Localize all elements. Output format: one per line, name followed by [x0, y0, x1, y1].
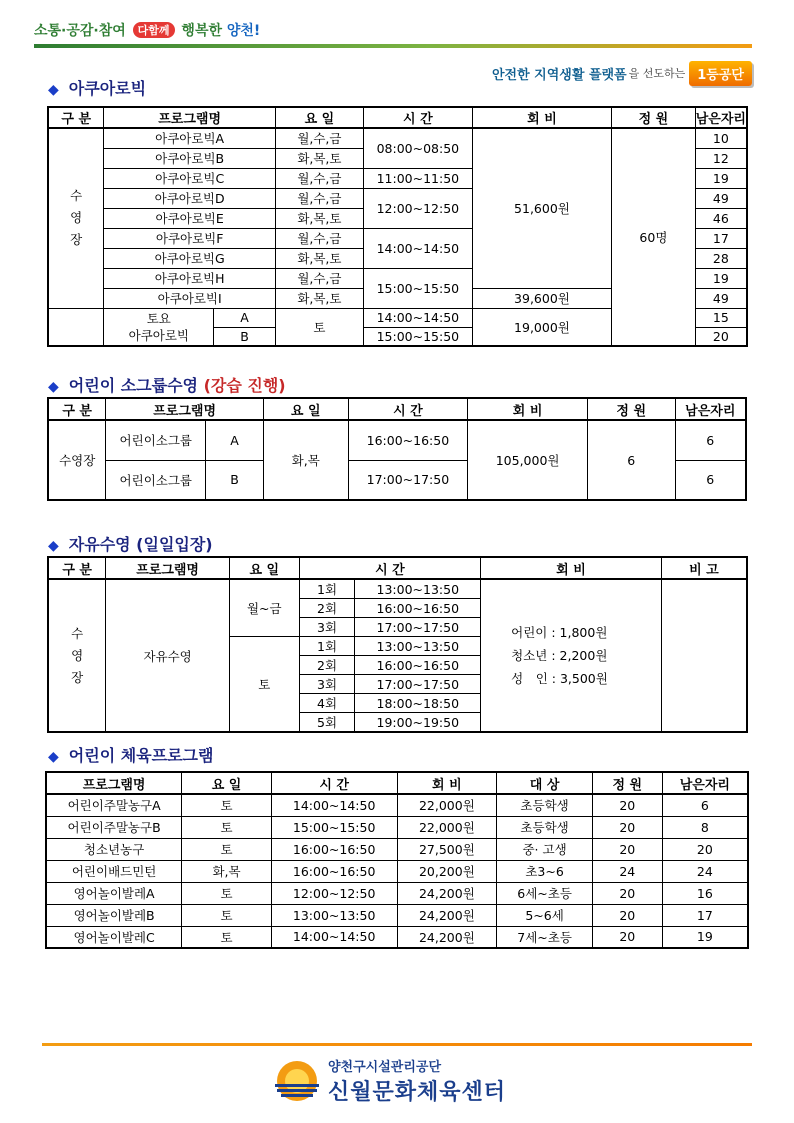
program-day: 토: [182, 926, 272, 948]
program-name: 아쿠아로빅A: [104, 128, 275, 148]
program-name: 영어놀이발레A: [46, 882, 182, 904]
table-row: [46, 882, 748, 904]
program-target: 초등학생: [497, 794, 593, 816]
tagline-badge: 1등공단: [689, 61, 752, 86]
aqua-header-time: 시 간: [363, 107, 472, 128]
remain-seats: 49: [695, 288, 747, 308]
aqua-category-blank: [48, 308, 104, 346]
remain-seats: 15: [695, 308, 747, 327]
program-day: 월,수,금: [275, 128, 363, 148]
program-time: 08:00~08:50: [363, 128, 472, 168]
program-capacity: 20: [592, 904, 662, 926]
program-name: 어린이소그룹: [106, 420, 206, 460]
table-row: [48, 420, 746, 460]
program-sub: B: [206, 460, 264, 500]
program-capacity: 20: [592, 926, 662, 948]
header-divider: [34, 44, 752, 48]
session-time: 18:00~18:50: [355, 694, 481, 713]
program-fee: 22,000원: [397, 794, 497, 816]
session-time: 19:00~19:50: [355, 713, 481, 733]
kids-small-header-capacity: 정 원: [587, 398, 675, 420]
program-name: 아쿠아로빅D: [104, 188, 275, 208]
program-time: 16:00~16:50: [271, 838, 397, 860]
remain-seats: 8: [662, 816, 748, 838]
fee-child: 어린이 : 1,800원: [511, 625, 608, 640]
kids-sports-body: [46, 794, 748, 948]
free-swim-table: [47, 556, 748, 733]
free-header-category: 구 분: [48, 557, 106, 579]
remain-seats: 19: [662, 926, 748, 948]
program-day: 화,목: [182, 860, 272, 882]
free-header-fee: 회 비: [481, 557, 662, 579]
remain-seats: 6: [662, 794, 748, 816]
table-row: [46, 904, 748, 926]
program-time: 15:00~15:50: [363, 327, 472, 346]
program-capacity: 24: [592, 860, 662, 882]
program-name: 아쿠아로빅G: [104, 248, 275, 268]
tagline-main: 안전한 지역생활 플랫폼: [491, 67, 627, 83]
free-note: [661, 579, 747, 732]
session-time: 13:00~13:50: [355, 579, 481, 599]
sports-header-remain: 남은자리: [662, 772, 748, 794]
saturday-program-name: 토요 아쿠아로빅: [104, 308, 214, 346]
footer-divider: [42, 1043, 752, 1046]
program-fee: 24,200원: [397, 882, 497, 904]
sports-header-capacity: 정 원: [592, 772, 662, 794]
program-day: 화,목,토: [275, 208, 363, 228]
program-name: 아쿠아로빅C: [104, 168, 275, 188]
program-time: 14:00~14:50: [363, 308, 472, 327]
program-target: 7세~초등: [497, 926, 593, 948]
diamond-bullet-icon: ◆: [48, 538, 59, 554]
program-capacity: 20: [592, 838, 662, 860]
remain-seats: 6: [675, 460, 746, 500]
slogan-part1: 소통·공감·참여: [34, 23, 126, 39]
saturday-day: 토: [275, 308, 363, 346]
program-name: 아쿠아로빅I: [104, 288, 275, 308]
aqua-capacity: 60명: [612, 128, 696, 346]
footer-center: 신월문화체육센터: [328, 1080, 507, 1105]
session-no: 3회: [299, 675, 355, 694]
section-title-free: ◆ 자유수영 (일일입장): [48, 535, 213, 554]
aqua-header-program: 프로그램명: [104, 107, 275, 128]
program-time: 12:00~12:50: [271, 882, 397, 904]
sports-header-program: 프로그램명: [46, 772, 182, 794]
program-target: 5~6세: [497, 904, 593, 926]
sports-header-time: 시 간: [271, 772, 397, 794]
tagline: [492, 60, 752, 86]
remain-seats: 28: [695, 248, 747, 268]
remain-seats: 6: [675, 420, 746, 460]
program-name: 어린이주말농구B: [46, 816, 182, 838]
free-fees: [481, 579, 662, 732]
slogan-part2: 행복한: [181, 23, 222, 39]
program-name: 어린이소그룹: [106, 460, 206, 500]
session-no: 2회: [299, 656, 355, 675]
slogan-part3: 양천!: [226, 23, 261, 39]
footer-org: 양천구시설관리공단: [328, 1060, 442, 1075]
sunrise-logo-icon: [272, 1058, 322, 1104]
program-name: 청소년농구: [46, 838, 182, 860]
program-time: 15:00~15:50: [363, 268, 472, 308]
session-no: 1회: [299, 637, 355, 656]
session-time: 17:00~17:50: [355, 675, 481, 694]
session-no: 5회: [299, 713, 355, 733]
program-name: 아쿠아로빅B: [104, 148, 275, 168]
program-name: 영어놀이발레C: [46, 926, 182, 948]
kids-small-header-category: 구 분: [48, 398, 106, 420]
kids-small-capacity: 6: [587, 420, 675, 500]
fee-adult: 성 인 : 3,500원: [511, 671, 608, 686]
program-day: 토: [182, 794, 272, 816]
aqua-fee: 51,600원: [472, 128, 611, 288]
free-header-day: 요 일: [229, 557, 299, 579]
section-title-kids-small: ◆ 어린이 소그룹수영 (강습 진행): [48, 376, 286, 395]
program-day: 월,수,금: [275, 228, 363, 248]
program-time: 16:00~16:50: [271, 860, 397, 882]
table-row: [46, 838, 748, 860]
program-time: 14:00~14:50: [363, 228, 472, 268]
saturday-sub: A: [214, 308, 276, 327]
fee-youth: 청소년 : 2,200원: [511, 648, 608, 663]
free-category: 수 영 장: [48, 579, 106, 732]
kids-small-fee: 105,000원: [468, 420, 588, 500]
program-target: 중· 고생: [497, 838, 593, 860]
remain-seats: 19: [695, 268, 747, 288]
program-day: 화,목,토: [275, 288, 363, 308]
aqua-header-remain: 남은자리: [695, 107, 747, 128]
program-day: 토: [182, 816, 272, 838]
program-time: 17:00~17:50: [348, 460, 468, 500]
program-day: 토: [182, 882, 272, 904]
session-no: 2회: [299, 599, 355, 618]
remain-seats: 20: [662, 838, 748, 860]
aqua-table: [47, 106, 748, 347]
footer-logo: [272, 1056, 506, 1106]
program-time: 14:00~14:50: [271, 926, 397, 948]
free-header-note: 비 고: [661, 557, 747, 579]
program-target: 초3~6: [497, 860, 593, 882]
diamond-bullet-icon: ◆: [48, 82, 59, 98]
program-name: 어린이배드민턴: [46, 860, 182, 882]
program-time: 14:00~14:50: [271, 794, 397, 816]
table-row: [46, 816, 748, 838]
remain-seats: 20: [695, 327, 747, 346]
kids-small-header-time: 시 간: [348, 398, 468, 420]
session-no: 4회: [299, 694, 355, 713]
program-fee: 27,500원: [397, 838, 497, 860]
table-row: [46, 860, 748, 882]
program-day: 화,목: [263, 420, 348, 500]
aqua-header-fee: 회 비: [472, 107, 611, 128]
program-time: 11:00~11:50: [363, 168, 472, 188]
program-day: 토: [182, 904, 272, 926]
remain-seats: 16: [662, 882, 748, 904]
program-name: 어린이주말농구A: [46, 794, 182, 816]
aqua-category: 수 영 장: [48, 128, 104, 308]
section-note: (강습 진행): [203, 376, 286, 395]
table-row: [48, 579, 747, 599]
program-time: 15:00~15:50: [271, 816, 397, 838]
saturday-fee: 19,000원: [472, 308, 611, 346]
program-name: 아쿠아로빅E: [104, 208, 275, 228]
program-day: 토: [182, 838, 272, 860]
program-fee: 20,200원: [397, 860, 497, 882]
remain-seats: 12: [695, 148, 747, 168]
tagline-suffix: 을 선도하는: [628, 67, 686, 80]
program-day: 월,수,금: [275, 188, 363, 208]
diamond-bullet-icon: ◆: [48, 749, 59, 765]
remain-seats: 17: [662, 904, 748, 926]
remain-seats: 46: [695, 208, 747, 228]
kids-sports-table: [45, 771, 749, 949]
slogan-dahamkke: 다함께: [133, 22, 175, 38]
sports-header-day: 요 일: [182, 772, 272, 794]
remain-seats: 17: [695, 228, 747, 248]
session-no: 1회: [299, 579, 355, 599]
program-capacity: 20: [592, 882, 662, 904]
program-day: 월,수,금: [275, 168, 363, 188]
program-name: 아쿠아로빅H: [104, 268, 275, 288]
session-time: 17:00~17:50: [355, 618, 481, 637]
program-day: 화,목,토: [275, 248, 363, 268]
sports-header-target: 대 상: [497, 772, 593, 794]
program-time: 16:00~16:50: [348, 420, 468, 460]
free-header-program: 프로그램명: [106, 557, 230, 579]
program-fee: 22,000원: [397, 816, 497, 838]
kids-small-table: [47, 397, 747, 501]
section-title-kids-sports: ◆ 어린이 체육프로그램: [48, 746, 214, 765]
program-fee: 24,200원: [397, 926, 497, 948]
kids-small-header-day: 요 일: [263, 398, 348, 420]
aqua-header-category: 구 분: [48, 107, 104, 128]
session-time: 13:00~13:50: [355, 637, 481, 656]
aqua-header-day: 요 일: [275, 107, 363, 128]
table-row: [46, 926, 748, 948]
session-time: 16:00~16:50: [355, 599, 481, 618]
free-header-time: 시 간: [299, 557, 480, 579]
program-sub: A: [206, 420, 264, 460]
remain-seats: 10: [695, 128, 747, 148]
remain-seats: 24: [662, 860, 748, 882]
kids-small-header-program: 프로그램명: [106, 398, 264, 420]
program-time: 12:00~12:50: [363, 188, 472, 228]
program-day: 화,목,토: [275, 148, 363, 168]
program-day: 월,수,금: [275, 268, 363, 288]
aqua-header-capacity: 정 원: [612, 107, 696, 128]
table-row: [46, 794, 748, 816]
free-saturday: 토: [229, 637, 299, 733]
program-name: 아쿠아로빅F: [104, 228, 275, 248]
kids-small-category: 수영장: [48, 420, 106, 500]
program-time: 13:00~13:50: [271, 904, 397, 926]
session-no: 3회: [299, 618, 355, 637]
aqua-fee-i: 39,600원: [472, 288, 611, 308]
free-weekday: 월~금: [229, 579, 299, 637]
kids-small-header-remain: 남은자리: [675, 398, 746, 420]
program-fee: 24,200원: [397, 904, 497, 926]
section-title-aqua: ◆ 아쿠아로빅: [48, 79, 147, 98]
program-capacity: 20: [592, 794, 662, 816]
program-target: 초등학생: [497, 816, 593, 838]
table-row: [48, 128, 747, 148]
kids-small-header-fee: 회 비: [468, 398, 588, 420]
remain-seats: 19: [695, 168, 747, 188]
diamond-bullet-icon: ◆: [48, 379, 59, 395]
sports-header-fee: 회 비: [397, 772, 497, 794]
header-slogan: [34, 20, 260, 40]
program-name: 영어놀이발레B: [46, 904, 182, 926]
program-capacity: 20: [592, 816, 662, 838]
saturday-sub: B: [214, 327, 276, 346]
remain-seats: 49: [695, 188, 747, 208]
free-program: 자유수영: [106, 579, 230, 732]
program-target: 6세~초등: [497, 882, 593, 904]
session-time: 16:00~16:50: [355, 656, 481, 675]
